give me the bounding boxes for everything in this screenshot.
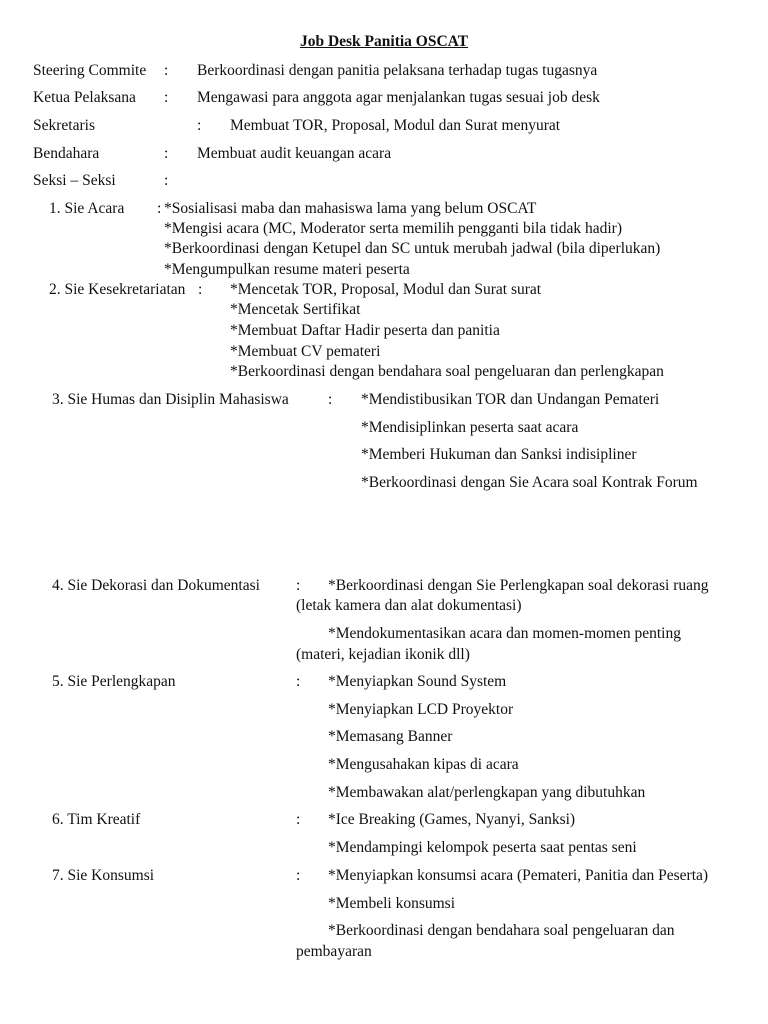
- section-colon-acara: :: [157, 200, 162, 217]
- role-colon-ketua: :: [164, 89, 169, 106]
- section-label-acara: 1. Sie Acara: [49, 200, 125, 217]
- role-desc-bendahara: Membuat audit keuangan acara: [197, 145, 392, 162]
- section-label-perlengkapan: 5. Sie Perlengkapan: [52, 673, 176, 690]
- task-item: *Membawakan alat/perlengkapan yang dibutuhkan: [328, 784, 646, 801]
- section-colon-kesekretariatan: :: [198, 281, 203, 298]
- task-item: (materi, kejadian ikonik dll): [296, 646, 470, 663]
- task-item: *Mengumpulkan resume materi peserta: [164, 261, 410, 278]
- section-colon-humas: :: [328, 391, 333, 408]
- task-item: *Menyiapkan konsumsi acara (Pemateri, Panitia dan Peserta): [328, 867, 709, 884]
- task-item: pembayaran: [296, 943, 372, 960]
- section-label-dekorasi: 4. Sie Dekorasi dan Dokumentasi: [52, 577, 260, 594]
- task-item: *Berkoordinasi dengan bendahara soal pengeluaran dan: [328, 922, 675, 939]
- section-label-konsumsi: 7. Sie Konsumsi: [52, 867, 155, 884]
- role-label-bendahara: Bendahara: [33, 145, 100, 162]
- task-item: *Berkoordinasi dengan Ketupel dan SC untuk merubah jadwal (bila diperlukan): [164, 240, 661, 257]
- role-desc-sekretaris: Membuat TOR, Proposal, Modul dan Surat menyurat: [230, 117, 561, 134]
- role-desc-ketua: Mengawasi para anggota agar menjalankan tugas sesuai job desk: [197, 89, 600, 106]
- role-label-sekretaris: Sekretaris: [33, 117, 95, 134]
- task-item: *Mencetak TOR, Proposal, Modul dan Surat surat: [230, 281, 542, 298]
- task-item: *Membeli konsumsi: [328, 895, 456, 912]
- section-label-humas: 3. Sie Humas dan Disiplin Mahasiswa: [52, 391, 289, 408]
- role-label-steering: Steering Commite: [33, 62, 147, 79]
- task-item: *Berkoordinasi dengan Sie Perlengkapan soal dekorasi ruang: [328, 577, 709, 594]
- section-label-kreatif: 6. Tim Kreatif: [52, 811, 141, 828]
- task-item: *Menyiapkan Sound System: [328, 673, 507, 690]
- task-item: *Mendampingi kelompok peserta saat pentas seni: [328, 839, 637, 856]
- section-colon-konsumsi: :: [296, 867, 301, 884]
- task-item: *Membuat Daftar Hadir peserta dan panitia: [230, 322, 500, 339]
- task-item: *Mencetak Sertifikat: [230, 301, 361, 318]
- task-item: *Berkoordinasi dengan Sie Acara soal Kontrak Forum: [361, 474, 698, 491]
- section-label-kesekretariatan: 2. Sie Kesekretariatan: [49, 281, 186, 298]
- task-item: *Mengusahakan kipas di acara: [328, 756, 519, 773]
- section-colon-dekorasi: :: [296, 577, 301, 594]
- task-item: *Mendistibusikan TOR dan Undangan Pemateri: [361, 391, 660, 408]
- task-item: *Memasang Banner: [328, 728, 453, 745]
- task-item: *Mengisi acara (MC, Moderator serta memilih pengganti bila tidak hadir): [164, 220, 622, 237]
- section-colon-perlengkapan: :: [296, 673, 301, 690]
- task-item: *Membuat CV pemateri: [230, 343, 381, 360]
- role-desc-steering: Berkoordinasi dengan panitia pelaksana terhadap tugas tugasnya: [197, 62, 598, 79]
- task-item: *Sosialisasi maba dan mahasiswa lama yang belum OSCAT: [164, 200, 537, 217]
- task-item: *Ice Breaking (Games, Nyanyi, Sanksi): [328, 811, 576, 828]
- role-colon-seksi: :: [164, 172, 169, 189]
- task-item: (letak kamera dan alat dokumentasi): [296, 597, 522, 614]
- role-label-seksi: Seksi – Seksi: [33, 172, 116, 189]
- role-colon-bendahara: :: [164, 145, 169, 162]
- task-item: *Menyiapkan LCD Proyektor: [328, 701, 514, 718]
- task-item: *Berkoordinasi dengan bendahara soal pengeluaran dan perlengkapan: [230, 363, 664, 380]
- role-colon-steering: :: [164, 62, 169, 79]
- task-item: *Mendokumentasikan acara dan momen-momen penting: [328, 625, 681, 642]
- task-item: *Memberi Hukuman dan Sanksi indisipliner: [361, 446, 637, 463]
- page-title: Job Desk Panitia OSCAT: [299, 33, 469, 50]
- role-label-ketua: Ketua Pelaksana: [33, 89, 136, 106]
- role-colon-sekretaris: :: [197, 117, 202, 134]
- section-colon-kreatif: :: [296, 811, 301, 828]
- task-item: *Mendisiplinkan peserta saat acara: [361, 419, 579, 436]
